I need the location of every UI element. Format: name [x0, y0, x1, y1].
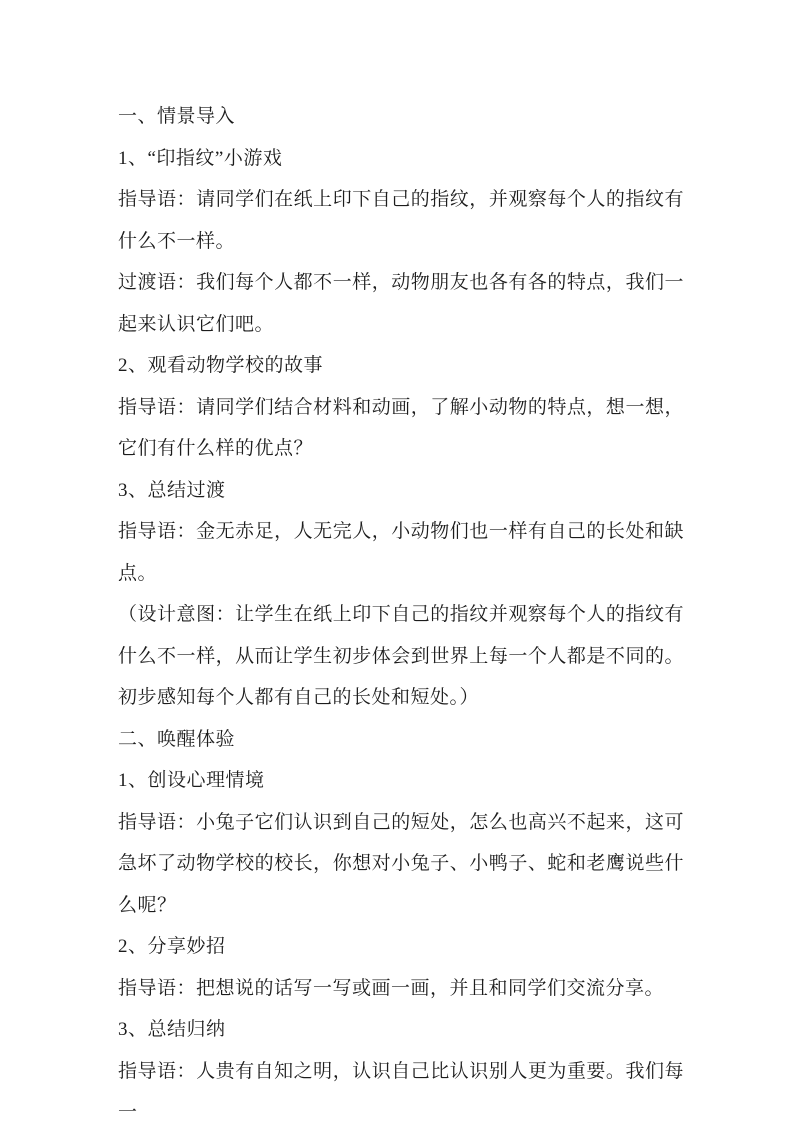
paragraph: 过渡语：我们每个人都不一样，动物朋友也各有各的特点，我们一起来认识它们吧。: [118, 272, 684, 335]
paragraph: （设计意图：让学生在纸上印下自己的指纹并观察每个人的指纹有什么不一样，从而让学生初步体会到世界上每一个人都是不同的。初步感知每个人都有自己的长处和短处。）: [118, 604, 684, 708]
document-content: [118, 96, 684, 1134]
paragraph: 指导语：把想说的话写一写或画一画，并且和同学们交流分享。: [118, 977, 665, 999]
paragraph: 2、观看动物学校的故事: [118, 355, 324, 376]
paragraph: 指导语：请同学们在纸上印下自己的指纹，并观察每个人的指纹有什么不一样。: [118, 189, 684, 252]
paragraph: 1、创设心理情境: [118, 770, 265, 791]
paragraph: 指导语：金无赤足，人无完人，小动物们也一样有自己的长处和缺点。: [118, 521, 684, 584]
paragraph: 指导语：小兔子它们认识到自己的短处，怎么也高兴不起来，这可急坏了动物学校的校长，你想对小兔子、小鸭子、蛇和老鹰说些什么呢？: [118, 811, 684, 916]
paragraph: 2、分享妙招: [118, 936, 226, 957]
paragraph: 指导语：请同学们结合材料和动画，了解小动物的特点，想一想，它们有什么样的优点？: [118, 396, 684, 459]
paragraph: 3、总结过渡: [118, 479, 226, 501]
paragraph: 二、唤醒体验: [118, 728, 236, 750]
paragraph: 3、总结归纳: [118, 1019, 226, 1040]
paragraph: 一、情景导入: [118, 106, 236, 127]
paragraph: 指导语：人贵有自知之明，认识自己比认识别人更为重要。我们每一: [118, 1060, 684, 1123]
paragraph: 1、“印指纹”小游戏: [118, 147, 283, 169]
